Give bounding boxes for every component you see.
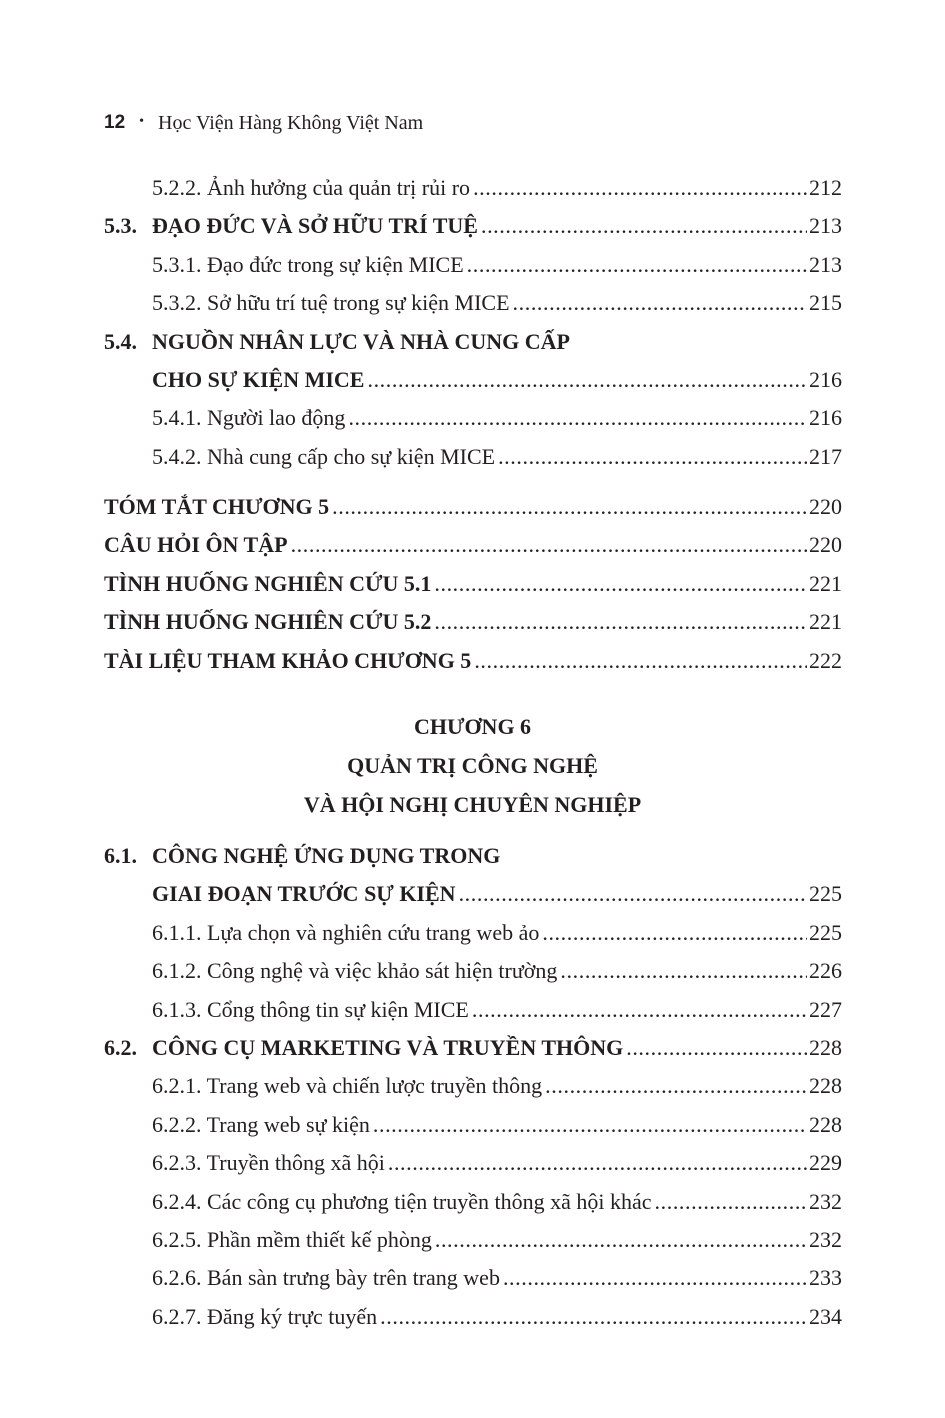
toc-dot-leader (542, 920, 807, 946)
page-number: 12 (104, 112, 126, 133)
toc-entry-title: TÌNH HUỐNG NGHIÊN CỨU 5.1 (104, 570, 432, 596)
toc-dot-leader (473, 175, 807, 201)
toc-dot-leader (435, 1227, 807, 1253)
toc-entry (152, 440, 842, 470)
toc-entry (104, 363, 842, 393)
toc-entry-title: 6.1.1. Lựa chọn và nghiên cứu trang web ảo (152, 919, 540, 945)
toc-dot-leader (380, 1304, 807, 1330)
toc-dot-leader (498, 444, 807, 470)
toc-dot-leader (367, 367, 807, 393)
toc-dot-leader (560, 958, 807, 984)
toc-entry (152, 171, 842, 201)
toc-dot-leader (503, 1265, 807, 1291)
toc-dot-leader (348, 405, 807, 431)
header-title: Học Viện Hàng Không Việt Nam (158, 111, 424, 134)
toc-entry (152, 1069, 842, 1099)
toc-entry (104, 839, 842, 869)
toc-entry-title: TÌNH HUỐNG NGHIÊN CỨU 5.2 (104, 609, 432, 635)
toc-entry-page: 215 (809, 290, 842, 316)
toc-entry-page: 213 (809, 213, 842, 239)
toc-dot-leader (373, 1112, 807, 1138)
toc-entry-title: TÓM TẮT CHƯƠNG 5 (104, 494, 330, 519)
toc-entry-page: 227 (809, 996, 842, 1022)
toc-entry-title: 5.3.2. Sở hữu trí tuệ trong sự kiện MICE (152, 290, 510, 316)
toc-entry-number: 6.2. (104, 1035, 137, 1060)
toc-entry (104, 1031, 842, 1061)
toc-entry (152, 1300, 842, 1330)
toc-entry-title: CÔNG NGHỆ ỨNG DỤNG TRONG (152, 843, 501, 868)
toc-dot-leader (481, 213, 807, 239)
toc-entry-title: 6.2.6. Bán sàn trưng bày trên trang web (152, 1265, 500, 1291)
running-header (104, 108, 423, 138)
toc-dot-leader (388, 1150, 807, 1176)
toc-entry (104, 490, 842, 520)
toc-dot-leader (474, 648, 807, 674)
toc-entry (152, 1146, 842, 1176)
chapter-title-line1: QUẢN TRỊ CÔNG NGHỆ (347, 753, 598, 778)
toc-entry-page: 216 (809, 367, 842, 392)
toc-entry (104, 877, 842, 907)
toc-dot-leader (459, 881, 807, 907)
toc-entry-title: 6.2.2. Trang web sự kiện (152, 1111, 370, 1137)
toc-entry-page: 220 (809, 532, 842, 558)
chapter-title-line2: VÀ HỘI NGHỊ CHUYÊN NGHIỆP (303, 792, 642, 817)
toc-entry (152, 401, 842, 431)
toc-entry (152, 916, 842, 946)
toc-entry-title: 5.4.1. Người lao động (152, 405, 346, 431)
toc-entry-title: 6.1.2. Công nghệ và việc khảo sát hiện trường (152, 958, 558, 984)
toc-entry (152, 1261, 842, 1291)
toc-entry-page: 228 (809, 1035, 842, 1060)
toc-entry-page: 229 (809, 1150, 842, 1176)
toc-dot-leader (626, 1035, 807, 1061)
toc-entry-page: 226 (809, 958, 842, 984)
toc-entry (152, 993, 842, 1023)
toc-dot-leader (472, 997, 807, 1023)
toc-entry-title: CÂU HỎI ÔN TẬP (104, 532, 288, 558)
toc-entry-title: CÔNG CỤ MARKETING VÀ TRUYỀN THÔNG (152, 1035, 624, 1060)
toc-entry-page: 216 (809, 405, 842, 431)
toc-entry-page: 232 (809, 1188, 842, 1214)
toc-entry-title: TÀI LIỆU THAM KHẢO CHƯƠNG 5 (104, 647, 472, 673)
toc-entry-page: 234 (809, 1303, 842, 1329)
toc-dot-leader (655, 1189, 807, 1215)
chapter-label: CHƯƠNG 6 (413, 714, 532, 739)
toc-entry (104, 644, 842, 674)
toc-dot-leader (434, 609, 807, 635)
toc-dot-leader (332, 494, 807, 520)
header-bullet: • (139, 114, 145, 129)
toc-entry (152, 1223, 842, 1253)
toc-entry-page: 228 (809, 1073, 842, 1099)
toc-entry-title: 6.2.7. Đăng ký trực tuyến (152, 1303, 378, 1329)
toc-entry-page: 232 (809, 1227, 842, 1252)
toc-entry-title: GIAI ĐOẠN TRƯỚC SỰ KIỆN (152, 881, 456, 907)
toc-entry (104, 528, 842, 558)
toc-dot-leader (513, 290, 807, 316)
toc-dot-leader (434, 571, 807, 597)
toc-entry-number: 5.4. (104, 328, 137, 354)
toc-entry-title: 6.2.3. Truyền thông xã hội (152, 1150, 385, 1176)
toc-dot-leader (545, 1073, 807, 1099)
toc-entry-title: 6.2.4. Các công cụ phương tiện truyền thông xã hội khác (152, 1188, 652, 1214)
toc-entry-page: 221 (809, 570, 842, 596)
toc-entry-title: 6.2.5. Phần mềm thiết kế phòng (152, 1227, 432, 1252)
toc-entry (152, 1185, 842, 1215)
toc-entry-title: 5.2.2. Ảnh hưởng của quản trị rủi ro (152, 175, 471, 200)
toc-entry (104, 567, 842, 597)
toc-entry-page: 217 (809, 443, 842, 469)
toc-entry (104, 605, 842, 635)
toc-entry-page: 225 (809, 919, 842, 945)
toc-entry-page: 212 (809, 175, 842, 200)
toc-entry-title: CHO SỰ KIỆN MICE (152, 367, 365, 392)
toc-entry-page: 233 (809, 1265, 842, 1291)
toc-entry-page: 213 (809, 251, 842, 277)
toc-entry-number: 6.1. (104, 843, 137, 868)
toc-entry-title: NGUỒN NHÂN LỰC VÀ NHÀ CUNG CẤP (152, 328, 570, 354)
toc-entry-number: 5.3. (104, 213, 137, 239)
toc-entry-title: ĐẠO ĐỨC VÀ SỞ HỮU TRÍ TUỆ (152, 213, 478, 239)
toc-entry-title: 6.2.1. Trang web và chiến lược truyền thông (152, 1073, 543, 1099)
toc-entry-page: 221 (809, 609, 842, 635)
toc-entry (104, 209, 842, 239)
toc-entry (152, 248, 842, 278)
toc-entry-page: 228 (809, 1111, 842, 1137)
toc-entry-title: 5.3.1. Đạo đức trong sự kiện MICE (152, 251, 464, 277)
toc-entry (152, 1108, 842, 1138)
toc-entry-page: 222 (809, 647, 842, 673)
toc-entry (152, 286, 842, 316)
toc-dot-leader (291, 532, 807, 558)
toc-dot-leader (467, 252, 807, 278)
toc-entry (104, 325, 842, 355)
toc-entry-title: 6.1.3. Cổng thông tin sự kiện MICE (152, 996, 469, 1022)
toc-entry-page: 225 (809, 881, 842, 907)
toc-entry-page: 220 (809, 494, 842, 519)
toc-entry (152, 954, 842, 984)
toc-entry-title: 5.4.2. Nhà cung cấp cho sự kiện MICE (152, 443, 496, 469)
